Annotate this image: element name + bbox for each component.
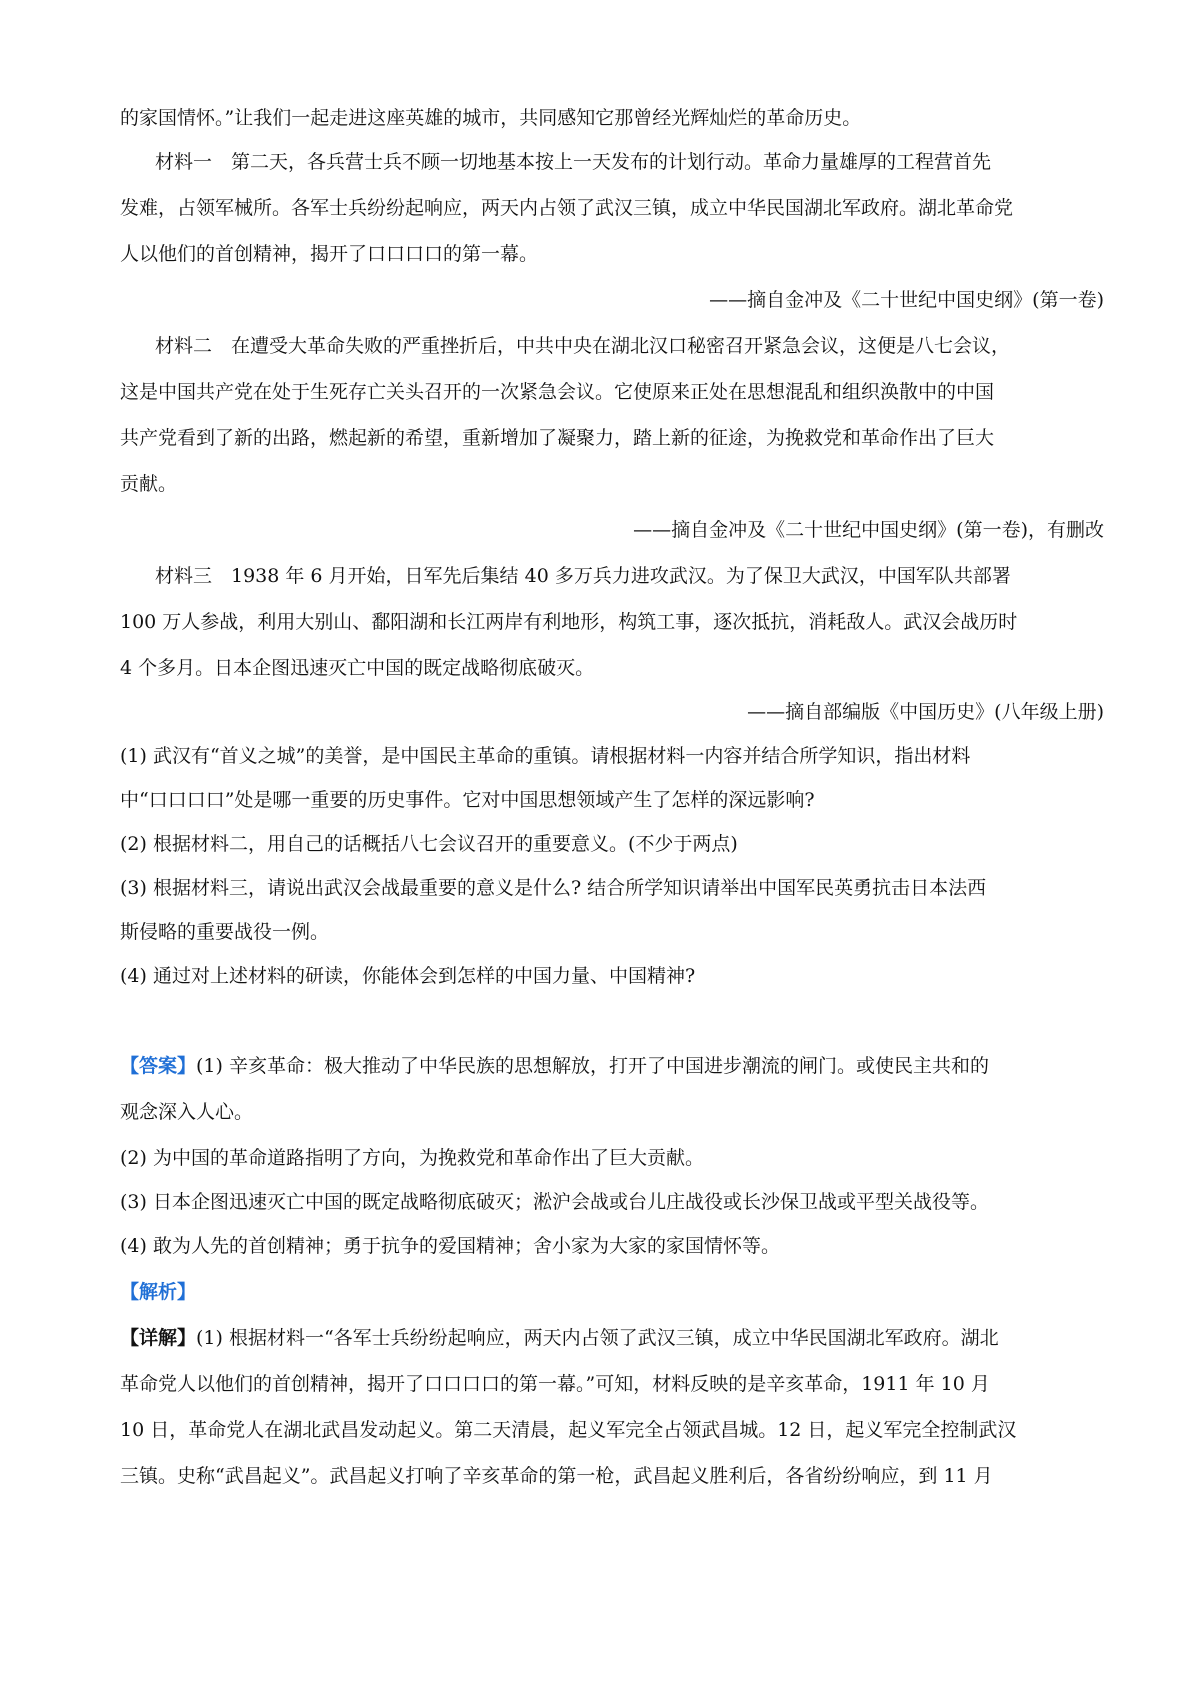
- material2-line: 这是中国共产党在处于生死存亡关头召开的一次紧急会议。它使原来正处在思想混乱和组织涣散中的中国: [120, 381, 995, 403]
- question-4: (4) 通过对上述材料的研读，你能体会到怎样的中国力量、中国精神?: [120, 965, 696, 987]
- answer-4: (4) 敢为人先的首创精神；勇于抗争的爱国精神；舍小家为大家的家国情怀等。: [120, 1235, 780, 1257]
- analysis-heading: [120, 1280, 1104, 1304]
- material2-line: 材料二 在遭受大革命失败的严重挫折后，中共中央在湖北汉口秘密召开紧急会议，这便是八七会议，: [155, 335, 1011, 357]
- material2-source: ——摘自金冲及《二十世纪中国史纲》(第一卷)，有删改: [633, 519, 1104, 541]
- detail-line: 三镇。史称“武昌起义”。武昌起义打响了辛亥革命的第一枪，武昌起义胜利后，各省纷纷响应，到 11 月: [120, 1465, 993, 1487]
- answer-2: (2) 为中国的革命道路指明了方向，为挽救党和革命作出了巨大贡献。: [120, 1147, 704, 1169]
- answer-line: [120, 1054, 1104, 1078]
- detail-line: [120, 1326, 1104, 1350]
- detail-line: 革命党人以他们的首创精神，揭开了口口口口的第一幕。”可知，材料反映的是辛亥革命，1911 年 10 月: [120, 1373, 990, 1395]
- material1-source: ——摘自金冲及《二十世纪中国史纲》(第一卷): [709, 289, 1104, 311]
- detail-text: (1) 根据材料一“各军士兵纷纷起响应，两天内占领了武汉三镇，成立中华民国湖北军政府。湖北: [196, 1327, 999, 1349]
- material3-line: 材料三 1938 年 6 月开始，日军先后集结 40 多万兵力进攻武汉。为了保卫大武汉，中国军队共部署: [155, 565, 1011, 587]
- answer-line: 观念深入人心。: [120, 1101, 254, 1123]
- question-2: (2) 根据材料二，用自己的话概括八七会议召开的重要意义。(不少于两点): [120, 833, 738, 855]
- material2-line: 共产党看到了新的出路，燃起新的希望，重新增加了凝聚力，踏上新的征途，为挽救党和革命作出了巨大: [120, 427, 995, 449]
- question-3-line: (3) 根据材料三，请说出武汉会战最重要的意义是什么? 结合所学知识请举出中国军民英勇抗击日本法西: [120, 877, 987, 899]
- material2-line: 贡献。: [120, 473, 178, 495]
- question-1-line: (1) 武汉有“首义之城”的美誉，是中国民主革命的重镇。请根据材料一内容并结合所学知识，指出材料: [120, 745, 971, 767]
- material1-line: 人以他们的首创精神，揭开了口口口口的第一幕。: [120, 243, 539, 265]
- material1-line: 材料一 第二天，各兵营士兵不顾一切地基本按上一天发布的计划行动。革命力量雄厚的工程营首先: [155, 151, 992, 173]
- material1-line: 发难，占领军械所。各军士兵纷纷起响应，两天内占领了武汉三镇，成立中华民国湖北军政府。湖北革命党: [120, 197, 1014, 219]
- material3-source: ——摘自部编版《中国历史》(八年级上册): [747, 701, 1104, 723]
- detail-tag: 【详解】: [120, 1327, 197, 1349]
- analysis-tag: 【解析】: [120, 1281, 197, 1303]
- material3-line: 100 万人参战，利用大别山、鄱阳湖和长江两岸有利地形，构筑工事，逐次抵抗，消耗敌人。武汉会战历时: [120, 611, 1018, 633]
- answer-tag: 【答案】: [120, 1055, 197, 1077]
- answer-text: (1) 辛亥革命：极大推动了中华民族的思想解放，打开了中国进步潮流的闸门。或使民主共和的: [196, 1055, 989, 1077]
- detail-line: 10 日，革命党人在湖北武昌发动起义。第二天清晨，起义军完全占领武昌城。12 日，起义军完全控制武汉: [120, 1419, 1017, 1441]
- answer-3: (3) 日本企图迅速灭亡中国的既定战略彻底破灭；淞沪会战或台儿庄战役或长沙保卫战或平型关战役等。: [120, 1191, 989, 1213]
- intro-line: 的家国情怀。”让我们一起走进这座英雄的城市，共同感知它那曾经光辉灿烂的革命历史。: [120, 107, 862, 129]
- question-3-line: 斯侵略的重要战役一例。: [120, 921, 330, 943]
- material3-line: 4 个多月。日本企图迅速灭亡中国的既定战略彻底破灭。: [120, 657, 595, 679]
- question-1-line: 中“口口口口”处是哪一重要的历史事件。它对中国思想领域产生了怎样的深远影响?: [120, 789, 815, 811]
